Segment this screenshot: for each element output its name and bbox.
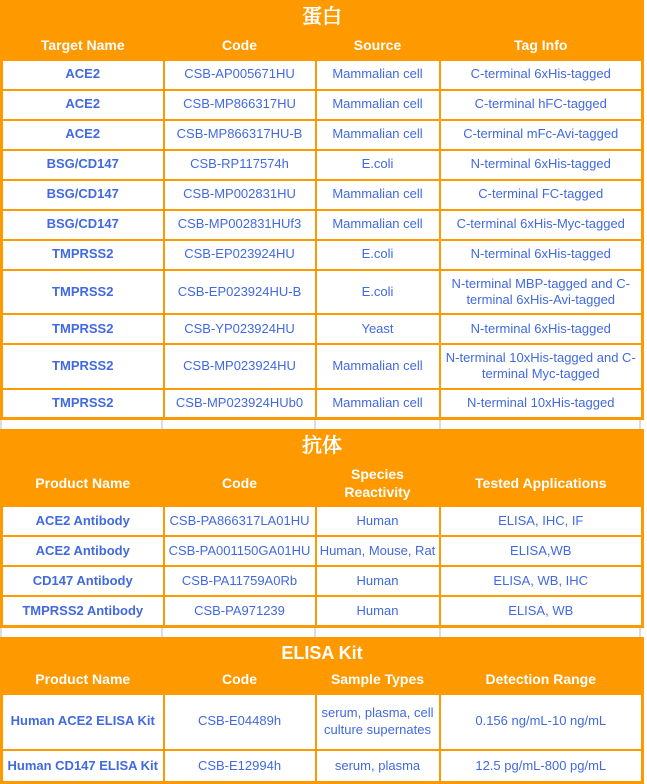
table-row [2,60,643,90]
applications-cell: ELISA,WB [440,536,643,566]
table-row [2,389,643,419]
column-header: Code [164,668,316,694]
detection-range-cell: 0.156 ng/mL-10 ng/mL [440,694,643,750]
species-cell: Human, Mouse, Rat [316,536,440,566]
divider [161,628,163,637]
divider [439,420,441,429]
sample-types-cell: serum, plasma, cell culture supernates [316,694,440,750]
divider [439,628,441,637]
tag-info-cell: N-terminal 10xHis-tagged [440,389,643,419]
elisa-table-header-row [2,668,643,694]
table-row [2,344,643,389]
protein-table-title: 蛋白 [2,2,643,35]
target-name-cell: BSG/CD147 [2,180,164,210]
column-header: Target Name [2,34,164,60]
column-header: Source [316,34,440,60]
code-cell: CSB-YP023924HU [164,314,316,344]
divider [0,420,2,429]
product-name-cell: CD147 Antibody [2,566,164,596]
species-cell: Human [316,566,440,596]
source-cell: Mammalian cell [316,120,440,150]
table-row [2,180,643,210]
antibody-table-title-row [2,431,643,464]
table-row [2,536,643,566]
elisa-table-title-row [2,638,643,668]
source-cell: Mammalian cell [316,180,440,210]
tag-info-cell: N-terminal 6xHis-tagged [440,314,643,344]
source-cell: E.coli [316,240,440,270]
code-cell: CSB-AP005671HU [164,60,316,90]
detection-range-cell: 12.5 pg/mL-800 pg/mL [440,750,643,783]
tag-info-cell: C-terminal 6xHis-Myc-tagged [440,210,643,240]
species-cell: Human [316,506,440,536]
code-cell: CSB-PA001150GA01HU [164,536,316,566]
tag-info-cell: C-terminal mFc-Avi-tagged [440,120,643,150]
table-row [2,150,643,180]
product-name-cell: ACE2 Antibody [2,506,164,536]
column-header: Code [164,463,316,506]
table-row [2,694,643,750]
column-header: Code [164,34,316,60]
divider [639,628,641,637]
table-row [2,210,643,240]
divider [0,628,2,637]
source-cell: Mammalian cell [316,60,440,90]
table-row [2,314,643,344]
column-header: Tested Applications [440,463,643,506]
applications-cell: ELISA, WB [440,596,643,626]
table-row [2,596,643,626]
sample-types-cell: serum, plasma [316,750,440,783]
tag-info-cell: C-terminal 6xHis-tagged [440,60,643,90]
elisa-table-title: ELISA Kit [2,638,643,668]
divider [314,420,316,429]
column-header: Detection Range [440,668,643,694]
source-cell: Yeast [316,314,440,344]
table-row [2,270,643,315]
code-cell: CSB-PA971239 [164,596,316,626]
source-cell: E.coli [316,150,440,180]
applications-cell: ELISA, WB, IHC [440,566,643,596]
tag-info-cell: N-terminal MBP-tagged and C-terminal 6xHis-Avi-tagged [440,270,643,315]
antibody-table-title: 抗体 [2,431,643,464]
column-header: Species Reactivity [316,463,440,506]
table-row [2,750,643,783]
target-name-cell: ACE2 [2,120,164,150]
antibody-table-header-row [2,463,643,506]
code-cell: CSB-RP117574h [164,150,316,180]
tag-info-cell: C-terminal hFC-tagged [440,90,643,120]
table-row [2,240,643,270]
protein-table-title-row [2,2,643,35]
code-cell: CSB-MP002831HUf3 [164,210,316,240]
source-cell: Mammalian cell [316,210,440,240]
table-row [2,506,643,536]
tag-info-cell: N-terminal 10xHis-tagged and C-terminal Myc-tagged [440,344,643,389]
source-cell: Mammalian cell [316,344,440,389]
target-name-cell: ACE2 [2,90,164,120]
divider [314,628,316,637]
source-cell: Mammalian cell [316,389,440,419]
column-header: Tag Info [440,34,643,60]
product-name-cell: Human CD147 ELISA Kit [2,750,164,783]
code-cell: CSB-MP866317HU-B [164,120,316,150]
target-name-cell: BSG/CD147 [2,210,164,240]
elisa-kit-table [0,637,644,784]
tag-info-cell: N-terminal 6xHis-tagged [440,240,643,270]
code-cell: CSB-PA866317LA01HU [164,506,316,536]
table-row [2,566,643,596]
protein-table-header-row [2,34,643,60]
target-name-cell: ACE2 [2,60,164,90]
table-row [2,120,643,150]
divider [161,420,163,429]
table-separator [0,628,641,637]
column-header: Product Name [2,668,164,694]
code-cell: CSB-E04489h [164,694,316,750]
target-name-cell: TMPRSS2 [2,389,164,419]
table-row [2,90,643,120]
column-header: Sample Types [316,668,440,694]
code-cell: CSB-PA11759A0Rb [164,566,316,596]
code-cell: CSB-MP023924HUb0 [164,389,316,419]
target-name-cell: TMPRSS2 [2,314,164,344]
target-name-cell: TMPRSS2 [2,240,164,270]
source-cell: E.coli [316,270,440,315]
table-separator [0,420,641,429]
code-cell: CSB-EP023924HU [164,240,316,270]
code-cell: CSB-MP866317HU [164,90,316,120]
code-cell: CSB-MP023924HU [164,344,316,389]
target-name-cell: TMPRSS2 [2,270,164,315]
target-name-cell: BSG/CD147 [2,150,164,180]
tag-info-cell: C-terminal FC-tagged [440,180,643,210]
divider [639,420,641,429]
code-cell: CSB-E12994h [164,750,316,783]
product-name-cell: Human ACE2 ELISA Kit [2,694,164,750]
applications-cell: ELISA, IHC, IF [440,506,643,536]
antibody-table [0,429,644,628]
target-name-cell: TMPRSS2 [2,344,164,389]
code-cell: CSB-EP023924HU-B [164,270,316,315]
product-name-cell: TMPRSS2 Antibody [2,596,164,626]
source-cell: Mammalian cell [316,90,440,120]
product-name-cell: ACE2 Antibody [2,536,164,566]
column-header: Product Name [2,463,164,506]
tag-info-cell: N-terminal 6xHis-tagged [440,150,643,180]
code-cell: CSB-MP002831HU [164,180,316,210]
species-cell: Human [316,596,440,626]
